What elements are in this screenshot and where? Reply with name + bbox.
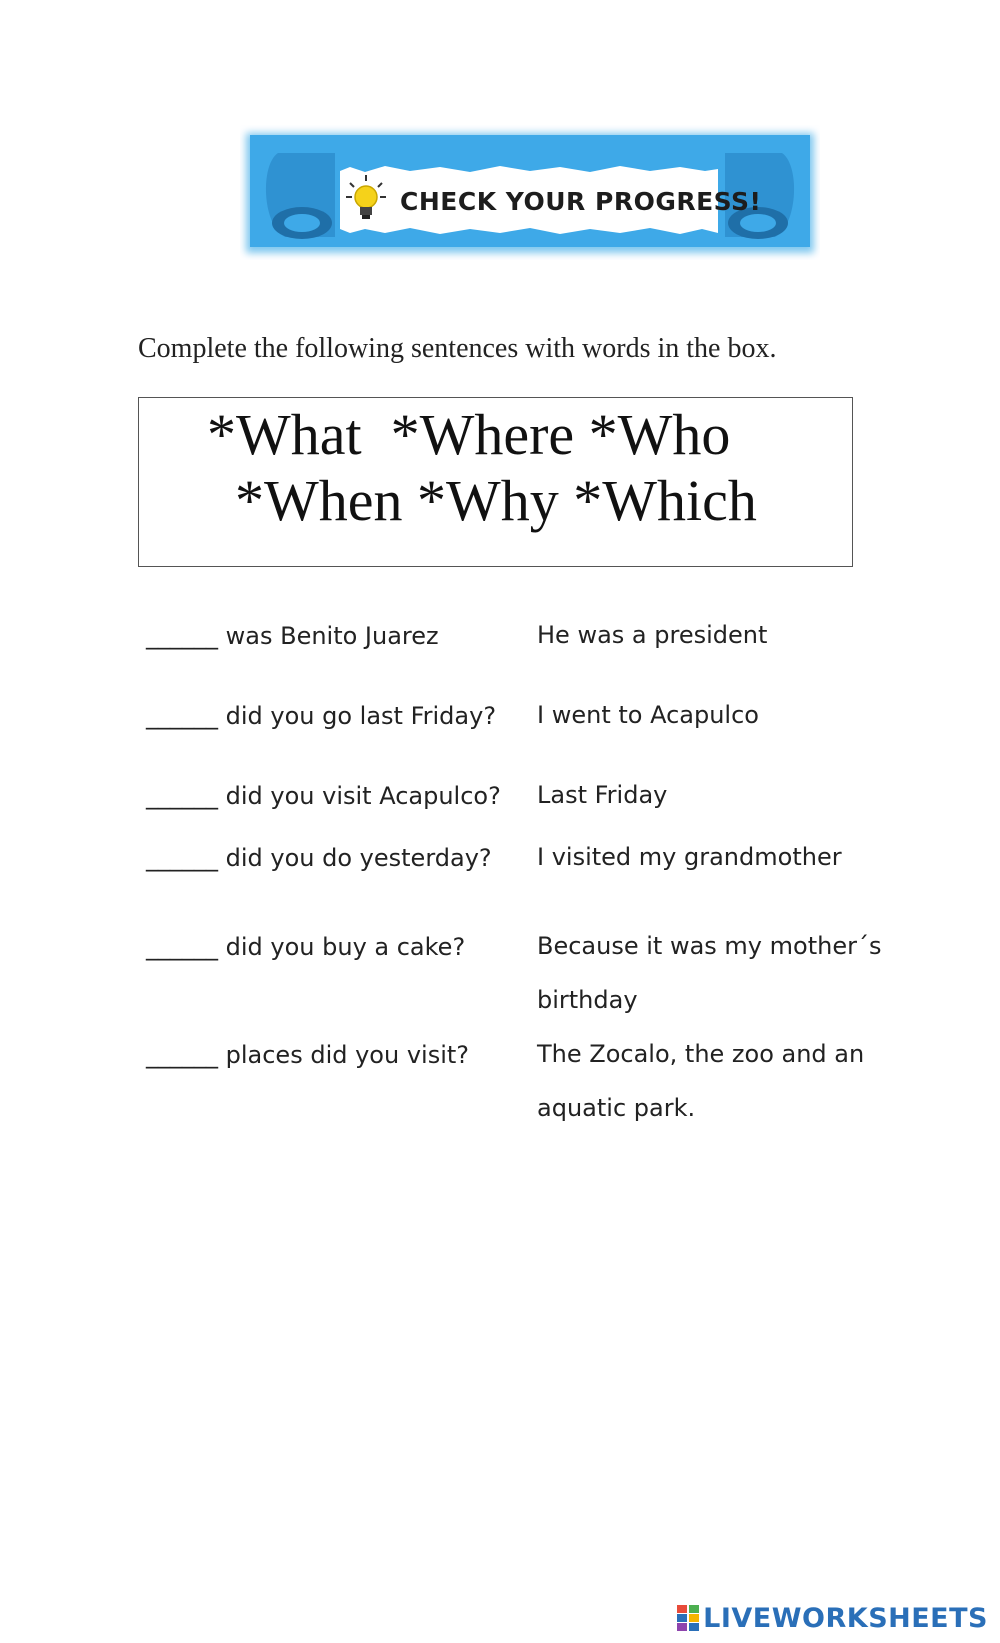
exercise-answer [537, 768, 667, 822]
answer-line: Because it was my mother´s [537, 932, 882, 960]
exercise-question[interactable]: ______ places did you visit? [146, 1041, 470, 1069]
exercise-answer [537, 830, 842, 884]
exercise-question[interactable]: ______ did you buy a cake? [146, 933, 466, 961]
lightbulb-icon [344, 173, 388, 225]
exercise-question[interactable]: ______ did you do yesterday? [146, 844, 492, 872]
exercise-answer [537, 608, 767, 662]
check-progress-banner [240, 125, 820, 260]
answer-line: He was a president [537, 621, 768, 649]
instruction-text: Complete the following sentences with words in the box. [138, 333, 777, 364]
exercise-question[interactable]: ______ did you go last Friday? [146, 702, 497, 730]
exercise-question[interactable]: ______ did you visit Acapulco? [146, 782, 501, 810]
answer-line: I went to Acapulco [537, 701, 759, 729]
liveworksheets-brand: LIVEWORKSHEETS [703, 1602, 988, 1634]
banner-title: CHECK YOUR PROGRESS! [400, 187, 762, 216]
liveworksheets-logo[interactable] [677, 1601, 988, 1635]
answer-line: I visited my grandmother [537, 843, 842, 871]
word-bank-box [138, 397, 853, 567]
answer-line: Last Friday [537, 781, 668, 809]
answer-line: birthday [537, 986, 638, 1014]
answer-line: The Zocalo, the zoo and an [537, 1040, 865, 1068]
word-bank-line: *When *Why *Which [235, 468, 757, 533]
answer-line: aquatic park. [537, 1094, 696, 1122]
exercise-question[interactable]: ______ was Benito Juarez [146, 622, 439, 650]
exercise-answer [537, 919, 881, 1027]
exercise-answer [537, 688, 759, 742]
word-bank-line: *What *Where *Who [207, 402, 731, 467]
exercise-answer [537, 1027, 864, 1135]
liveworksheets-cube-icon [677, 1605, 699, 1631]
